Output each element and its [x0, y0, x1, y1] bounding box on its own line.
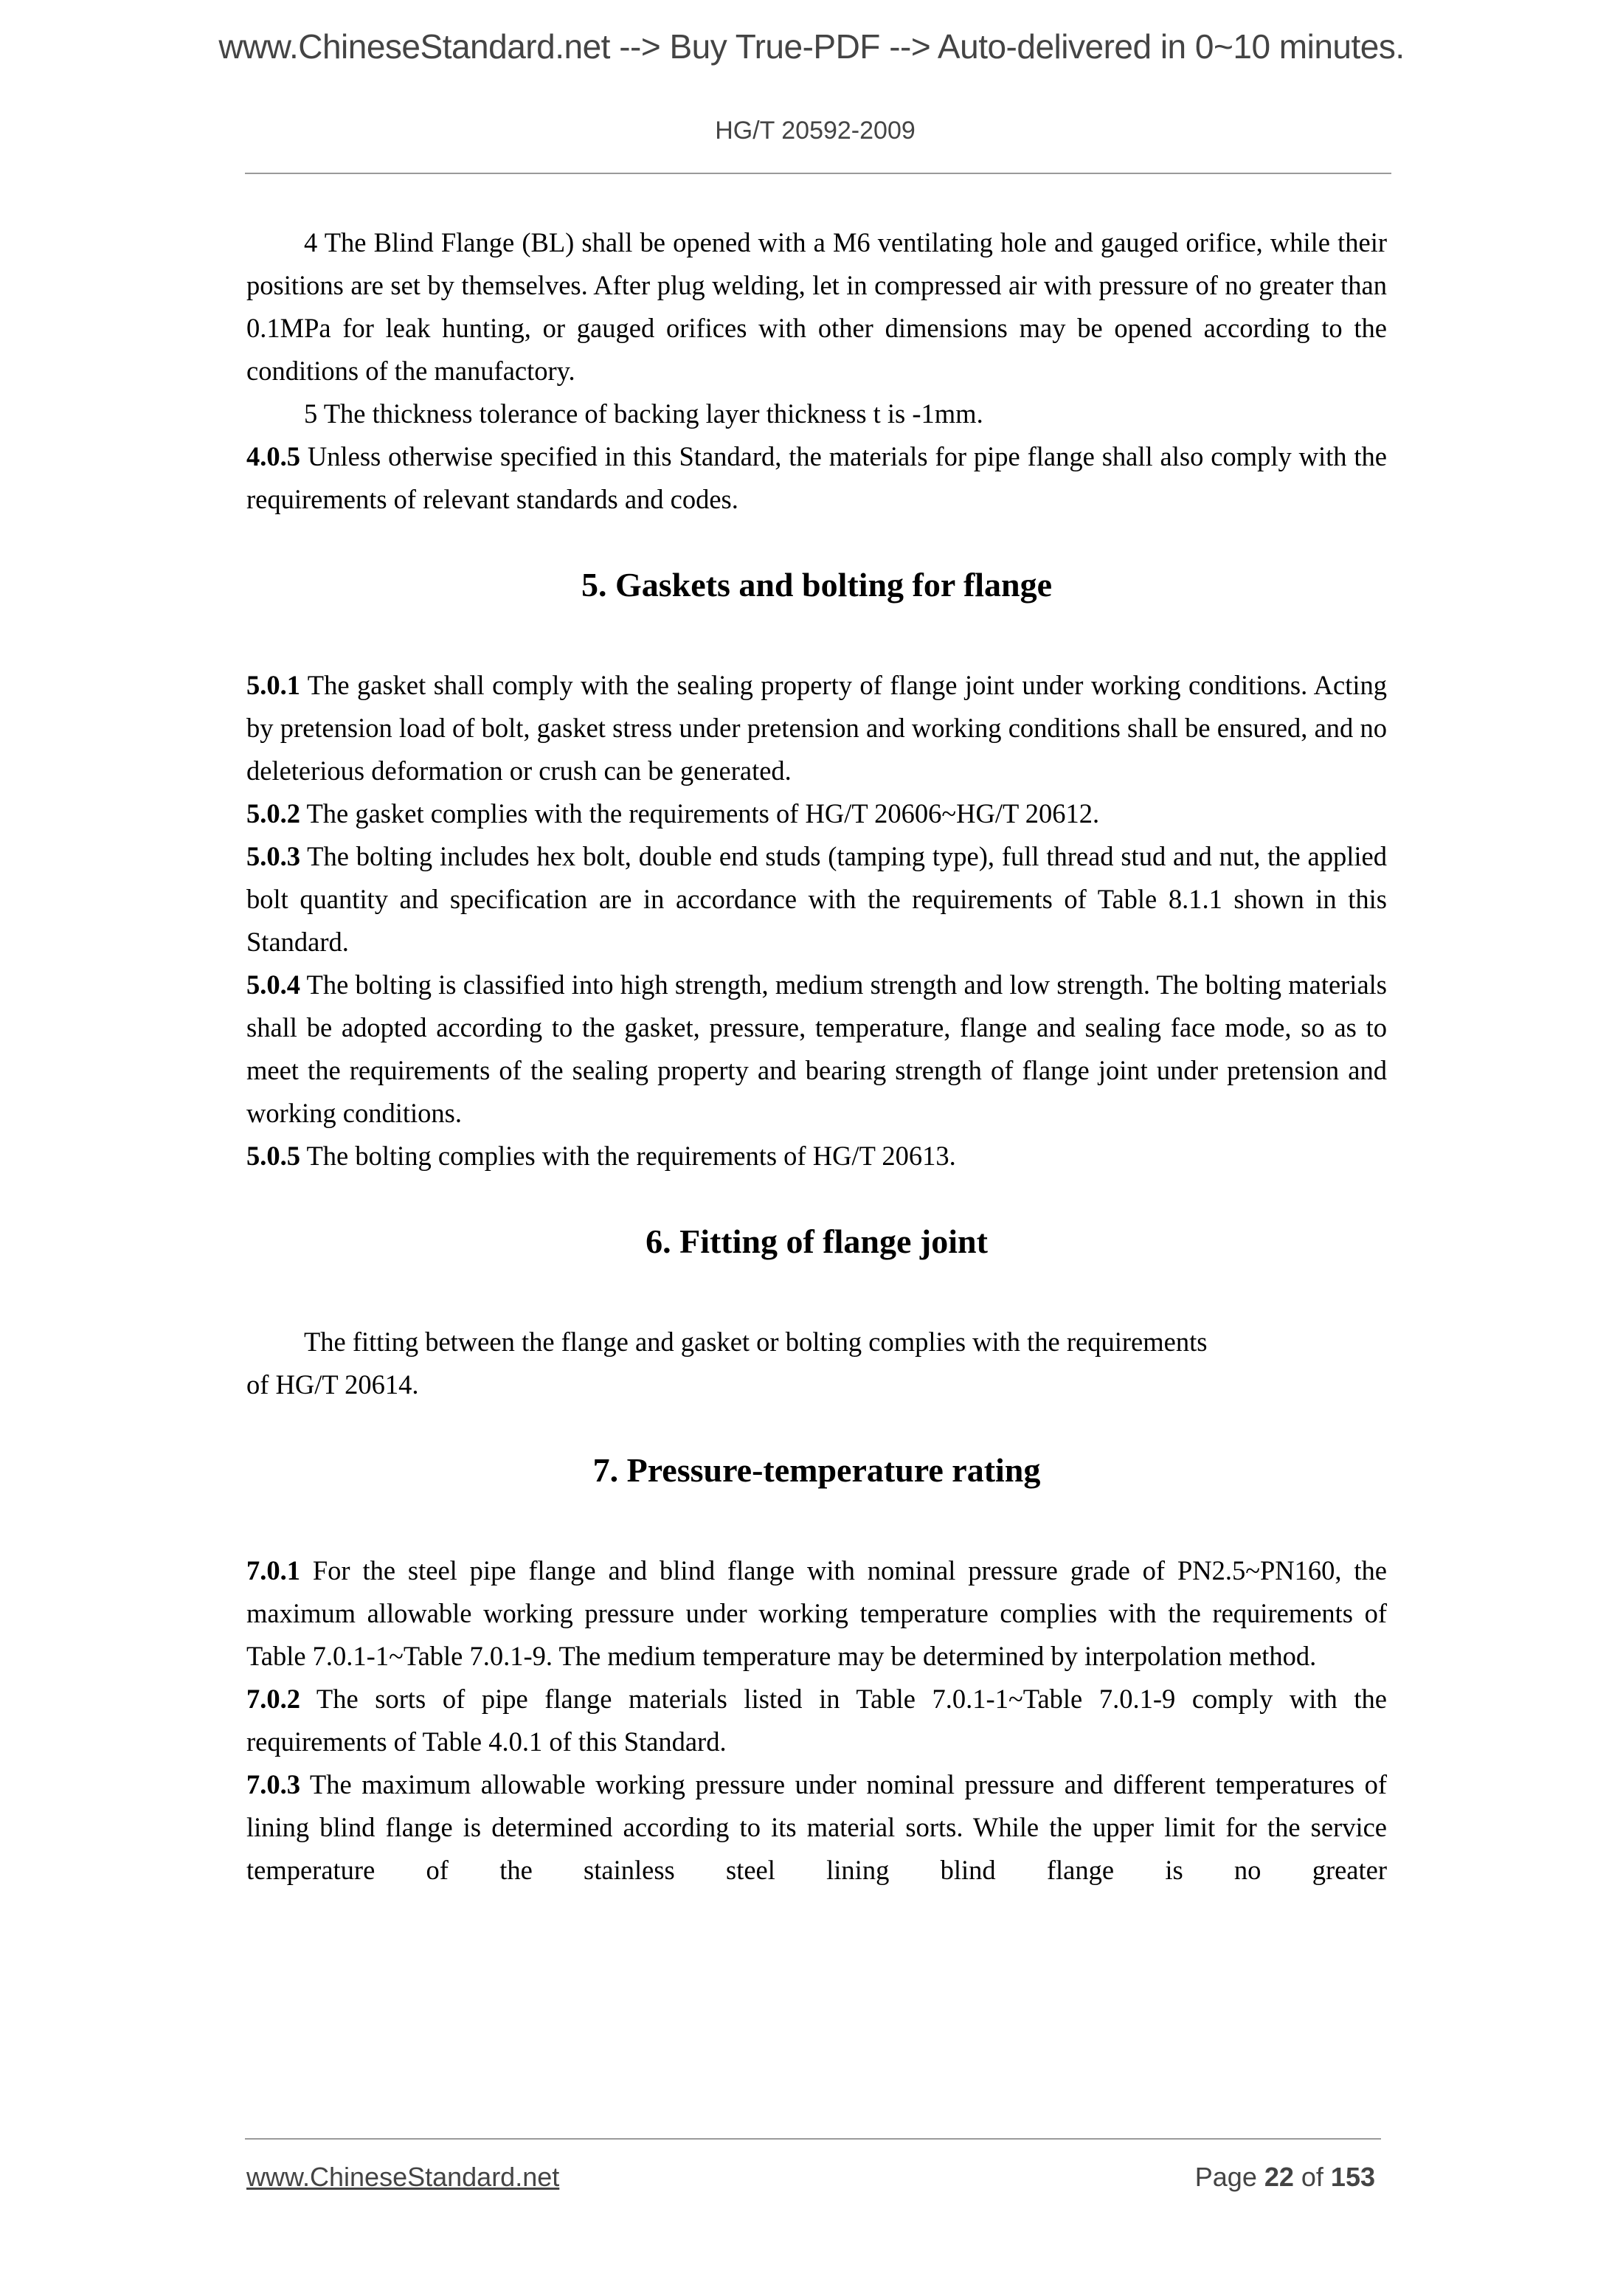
clause-number: 5.0.5	[246, 1141, 300, 1171]
clause-5-0-3: 5.0.3 The bolting includes hex bolt, double end studs (tamping type), full thread stud and nut, the applied bolt quantity and specification are in accordance with the requirements of Table 8.1.1 shown in this Standard.	[246, 841, 1387, 957]
clause-5-0-1: 5.0.1 The gasket shall comply with the sealing property of flange joint under working conditions. Acting by pretension load of bolt, gasket stress under pretension and working conditions shall be ensured, and no deleterious deformation or crush can be generated.	[246, 670, 1387, 786]
header-divider	[245, 173, 1391, 174]
footer-site-link[interactable]: www.ChineseStandard.net	[246, 2162, 560, 2192]
clause-7-0-2: 7.0.2 The sorts of pipe flange materials listed in Table 7.0.1-1~Table 7.0.1-9 comply with the requirements of Table 4.0.1 of this Standard.	[246, 1684, 1387, 1757]
section-6-text-line2: of HG/T 20614.	[246, 1369, 419, 1400]
page-content	[246, 221, 1387, 1892]
clause-number: 5.0.1	[246, 670, 300, 700]
clause-number: 4.0.5	[246, 441, 300, 471]
total-pages: 153	[1330, 2162, 1375, 2192]
section-6-text-line1: The fitting between the flange and gasket or bolting complies with the requirements	[304, 1327, 1208, 1357]
section-5-heading: 5. Gaskets and bolting for flange	[581, 566, 1053, 604]
clause-number: 7.0.1	[246, 1555, 300, 1586]
section-6-heading: 6. Fitting of flange joint	[646, 1223, 988, 1260]
current-page: 22	[1264, 2162, 1294, 2192]
clause-5-0-5: 5.0.5 The bolting complies with the requirements of HG/T 20613.	[246, 1141, 956, 1171]
clause-number: 5.0.4	[246, 969, 300, 1000]
footer-divider	[245, 2138, 1381, 2140]
clause-7-0-3: 7.0.3 The maximum allowable working pressure under nominal pressure and different temperatures of lining blind flange is determined according to its material sorts. While the upper limit for the service temperature of the stainless steel lining blind flange is no greater	[246, 1769, 1387, 1885]
clause-number: 7.0.2	[246, 1684, 300, 1714]
note-4: 4 The Blind Flange (BL) shall be opened with a M6 ventilating hole and gauged orifice, while their positions are set by themselves. After plug welding, let in compressed air with pressure of no greater than 0.1MPa for leak hunting, or gauged orifices with other dimensions may be opened according to the conditions of the manufactory.	[246, 227, 1387, 386]
header-banner: www.ChineseStandard.net --> Buy True-PDF --> Auto-delivered in 0~10 minutes.	[218, 27, 1405, 66]
clause-number: 5.0.2	[246, 798, 300, 829]
page-indicator: Page 22 of 153	[1194, 2162, 1375, 2192]
clause-5-0-2: 5.0.2 The gasket complies with the requirements of HG/T 20606~HG/T 20612.	[246, 798, 1100, 829]
clause-7-0-1: 7.0.1 For the steel pipe flange and blind flange with nominal pressure grade of PN2.5~PN160, the maximum allowable working pressure under working temperature complies with the requirements of Table 7.0.1-1~Table 7.0.1-9. The medium temperature may be determined by interpolation method.	[246, 1555, 1387, 1671]
clause-4-0-5: 4.0.5 Unless otherwise specified in this Standard, the materials for pipe flange shall also comply with the requirements of relevant standards and codes.	[246, 441, 1387, 514]
clause-number: 5.0.3	[246, 841, 300, 871]
clause-number: 7.0.3	[246, 1769, 300, 1799]
note-5: 5 The thickness tolerance of backing layer thickness t is -1mm.	[304, 398, 983, 429]
document-id: HG/T 20592-2009	[715, 117, 916, 145]
clause-5-0-4: 5.0.4 The bolting is classified into high strength, medium strength and low strength. The bolting materials shall be adopted according to the gasket, pressure, temperature, flange and sealing face mode, so as to meet the requirements of the sealing property and bearing strength of flange joint under pretension and working conditions.	[246, 969, 1387, 1128]
section-7-heading: 7. Pressure-temperature rating	[592, 1451, 1041, 1489]
